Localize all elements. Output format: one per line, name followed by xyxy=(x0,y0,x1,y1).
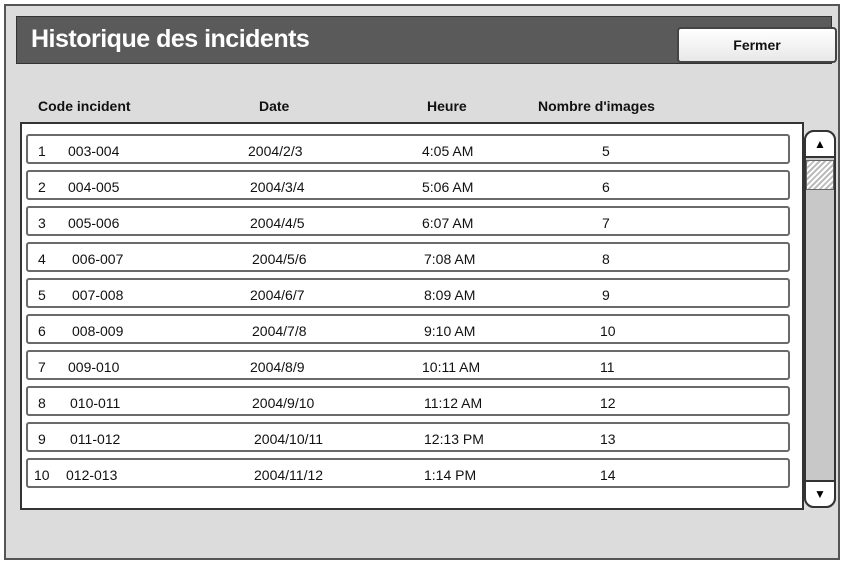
table-row[interactable] xyxy=(26,422,790,452)
row-index: 4 xyxy=(38,251,46,267)
column-header-code: Code incident xyxy=(38,98,131,114)
image-count: 12 xyxy=(600,395,616,411)
row-index: 9 xyxy=(38,431,46,447)
incident-code: 010-011 xyxy=(70,395,121,411)
incident-time: 12:13 PM xyxy=(424,431,484,447)
incident-date: 2004/5/6 xyxy=(252,251,307,267)
row-index: 8 xyxy=(38,395,46,411)
incident-time: 8:09 AM xyxy=(424,287,476,303)
incident-date: 2004/3/4 xyxy=(250,179,305,195)
incident-date: 2004/9/10 xyxy=(252,395,315,411)
title-bar xyxy=(16,16,832,64)
incident-date: 2004/10/11 xyxy=(254,431,324,447)
incident-time: 5:06 AM xyxy=(422,179,474,195)
incident-code: 009-010 xyxy=(68,359,120,375)
incident-date: 2004/8/9 xyxy=(250,359,305,375)
table-row[interactable] xyxy=(26,458,790,488)
scroll-up-button[interactable] xyxy=(804,130,836,158)
incident-date: 2004/2/3 xyxy=(248,143,303,159)
incident-time: 10:11 AM xyxy=(422,359,481,375)
row-index: 7 xyxy=(38,359,46,375)
incident-date: 2004/7/8 xyxy=(252,323,307,339)
table-row[interactable] xyxy=(26,314,790,344)
table-row[interactable] xyxy=(26,242,790,272)
incident-time: 11:12 AM xyxy=(424,395,483,411)
image-count: 13 xyxy=(600,431,616,447)
row-index: 1 xyxy=(38,143,46,159)
incident-time: 6:07 AM xyxy=(422,215,474,231)
incident-time: 9:10 AM xyxy=(424,323,476,339)
column-header-date: Date xyxy=(259,98,290,114)
incident-date: 2004/4/5 xyxy=(250,215,305,231)
incident-code: 011-012 xyxy=(70,431,121,447)
incident-code: 005-006 xyxy=(68,215,120,231)
table-row[interactable] xyxy=(26,170,790,200)
table-row[interactable] xyxy=(26,386,790,416)
row-index: 10 xyxy=(34,467,50,483)
image-count: 10 xyxy=(600,323,616,339)
incident-time: 7:08 AM xyxy=(424,251,476,267)
arrow-up-icon: ▲ xyxy=(814,137,826,151)
incident-time: 4:05 AM xyxy=(422,143,474,159)
incident-list xyxy=(20,122,804,510)
incident-date: 2004/6/7 xyxy=(250,287,305,303)
incident-code: 003-004 xyxy=(68,143,120,159)
incident-code: 004-005 xyxy=(68,179,120,195)
row-index: 2 xyxy=(38,179,46,195)
image-count: 8 xyxy=(602,251,610,267)
close-button[interactable]: Fermer xyxy=(677,27,837,63)
image-count: 14 xyxy=(600,467,616,483)
table-row[interactable] xyxy=(26,206,790,236)
image-count: 7 xyxy=(602,215,610,231)
arrow-down-icon: ▼ xyxy=(814,487,826,501)
column-header-images: Nombre d'images xyxy=(538,98,655,114)
table-row[interactable] xyxy=(26,278,790,308)
table-row[interactable] xyxy=(26,350,790,380)
scrollbar-thumb[interactable] xyxy=(806,160,834,190)
incident-code: 008-009 xyxy=(72,323,124,339)
incident-code: 012-013 xyxy=(66,467,118,483)
incident-history-dialog xyxy=(4,4,840,560)
table-row[interactable] xyxy=(26,134,790,164)
row-index: 5 xyxy=(38,287,46,303)
image-count: 11 xyxy=(600,359,615,375)
image-count: 5 xyxy=(602,143,610,159)
incident-time: 1:14 PM xyxy=(424,467,477,483)
row-index: 6 xyxy=(38,323,46,339)
image-count: 6 xyxy=(602,179,610,195)
column-header-time: Heure xyxy=(427,98,467,114)
row-index: 3 xyxy=(38,215,46,231)
page-title: Historique des incidents xyxy=(31,25,310,53)
incident-code: 007-008 xyxy=(72,287,124,303)
vertical-scrollbar[interactable] xyxy=(804,130,836,508)
incident-code: 006-007 xyxy=(72,251,124,267)
image-count: 9 xyxy=(602,287,610,303)
incident-date: 2004/11/12 xyxy=(254,467,324,483)
scroll-down-button[interactable] xyxy=(804,480,836,508)
